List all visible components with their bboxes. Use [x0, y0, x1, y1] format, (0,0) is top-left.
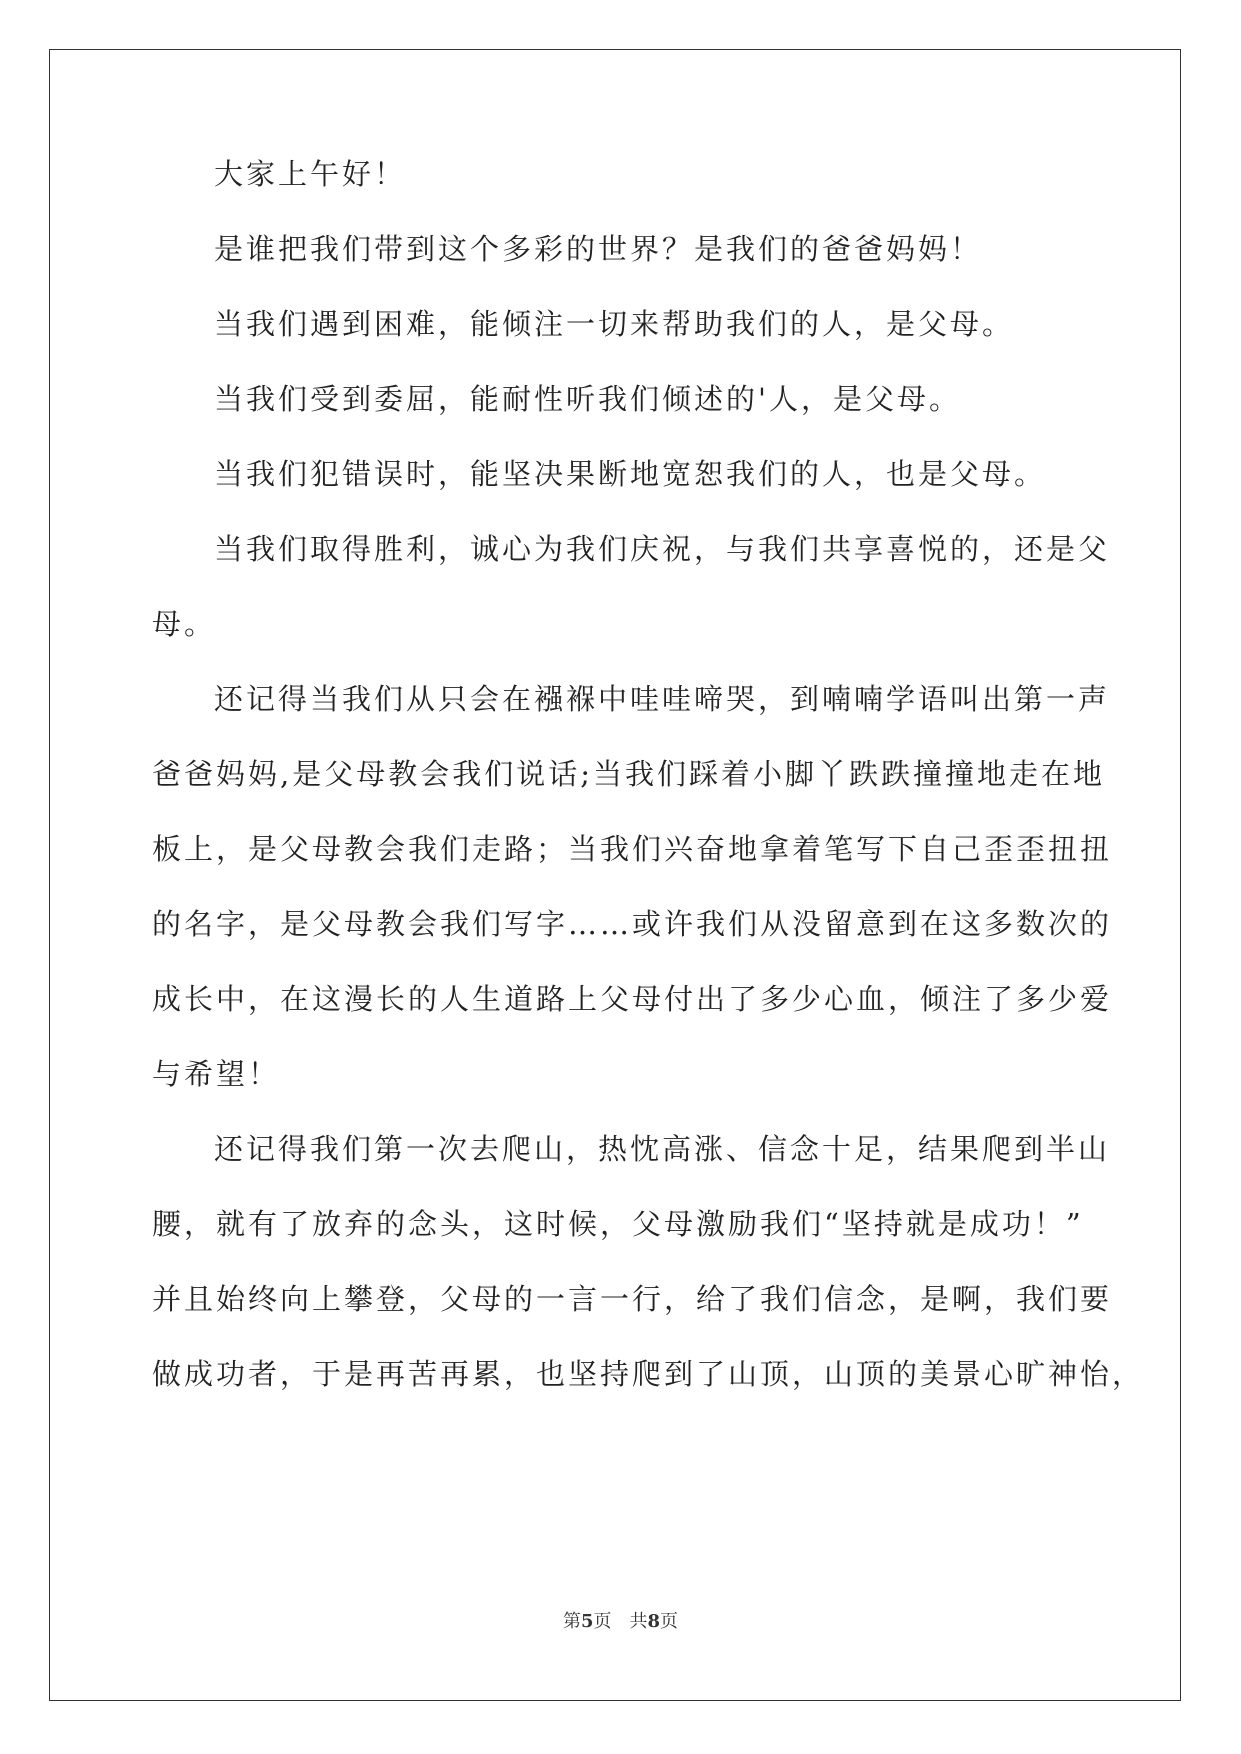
paragraph-line: 成长中，在这漫长的人生道路上父母付出了多少心血，倾注了多少爱 [152, 982, 1113, 1016]
current-page-number: 5 [580, 1611, 594, 1632]
page-footer [0, 1610, 1241, 1634]
paragraph-line: 并且始终向上攀登，父母的一言一行，给了我们信念，是啊，我们要 [152, 1282, 1113, 1316]
paragraph-line: 爸爸妈妈,是父母教会我们说话;当我们踩着小脚丫跌跌撞撞地走在地 [152, 757, 1105, 791]
paragraph-line: 与希望！ [152, 1057, 281, 1091]
paragraph-line: 当我们受到委屈，能耐性听我们倾述的'人，是父母。 [214, 382, 961, 416]
paragraph-line: 腰，就有了放弃的念头，这时候，父母激励我们“坚持就是成功！” [152, 1207, 1084, 1241]
paragraph-line: 当我们犯错误时，能坚决果断地宽恕我们的人，也是父母。 [214, 457, 1047, 491]
page-border [49, 49, 1181, 1701]
paragraph-line: 还记得当我们从只会在襁褓中哇哇啼哭，到喃喃学语叫出第一声 [214, 682, 1111, 716]
paragraph-line: 做成功者，于是再苦再累，也坚持爬到了山顶，山顶的美景心旷神怡， [152, 1357, 1145, 1391]
paragraph-line: 当我们取得胜利，诚心为我们庆祝，与我们共享喜悦的，还是父 [214, 532, 1111, 566]
paragraph-line: 大家上午好！ [214, 157, 407, 191]
paragraph-line: 还记得我们第一次去爬山，热忱高涨、信念十足，结果爬到半山 [214, 1132, 1111, 1166]
paragraph-line: 当我们遇到困难，能倾注一切来帮助我们的人，是父母。 [214, 307, 1015, 341]
footer-prefix: 第 [562, 1611, 581, 1632]
footer-suffix: 页 [660, 1611, 679, 1632]
paragraph-line: 的名字，是父母教会我们写字……或许我们从没留意到在这多数次的 [152, 907, 1113, 941]
footer-mid: 页 共 [593, 1611, 648, 1632]
paragraph-line: 是谁把我们带到这个多彩的世界？是我们的爸爸妈妈！ [214, 232, 983, 266]
paragraph-line: 板上，是父母教会我们走路；当我们兴奋地拿着笔写下自己歪歪扭扭 [152, 832, 1113, 866]
total-page-number: 8 [647, 1611, 661, 1632]
paragraph-line: 母。 [152, 607, 217, 641]
